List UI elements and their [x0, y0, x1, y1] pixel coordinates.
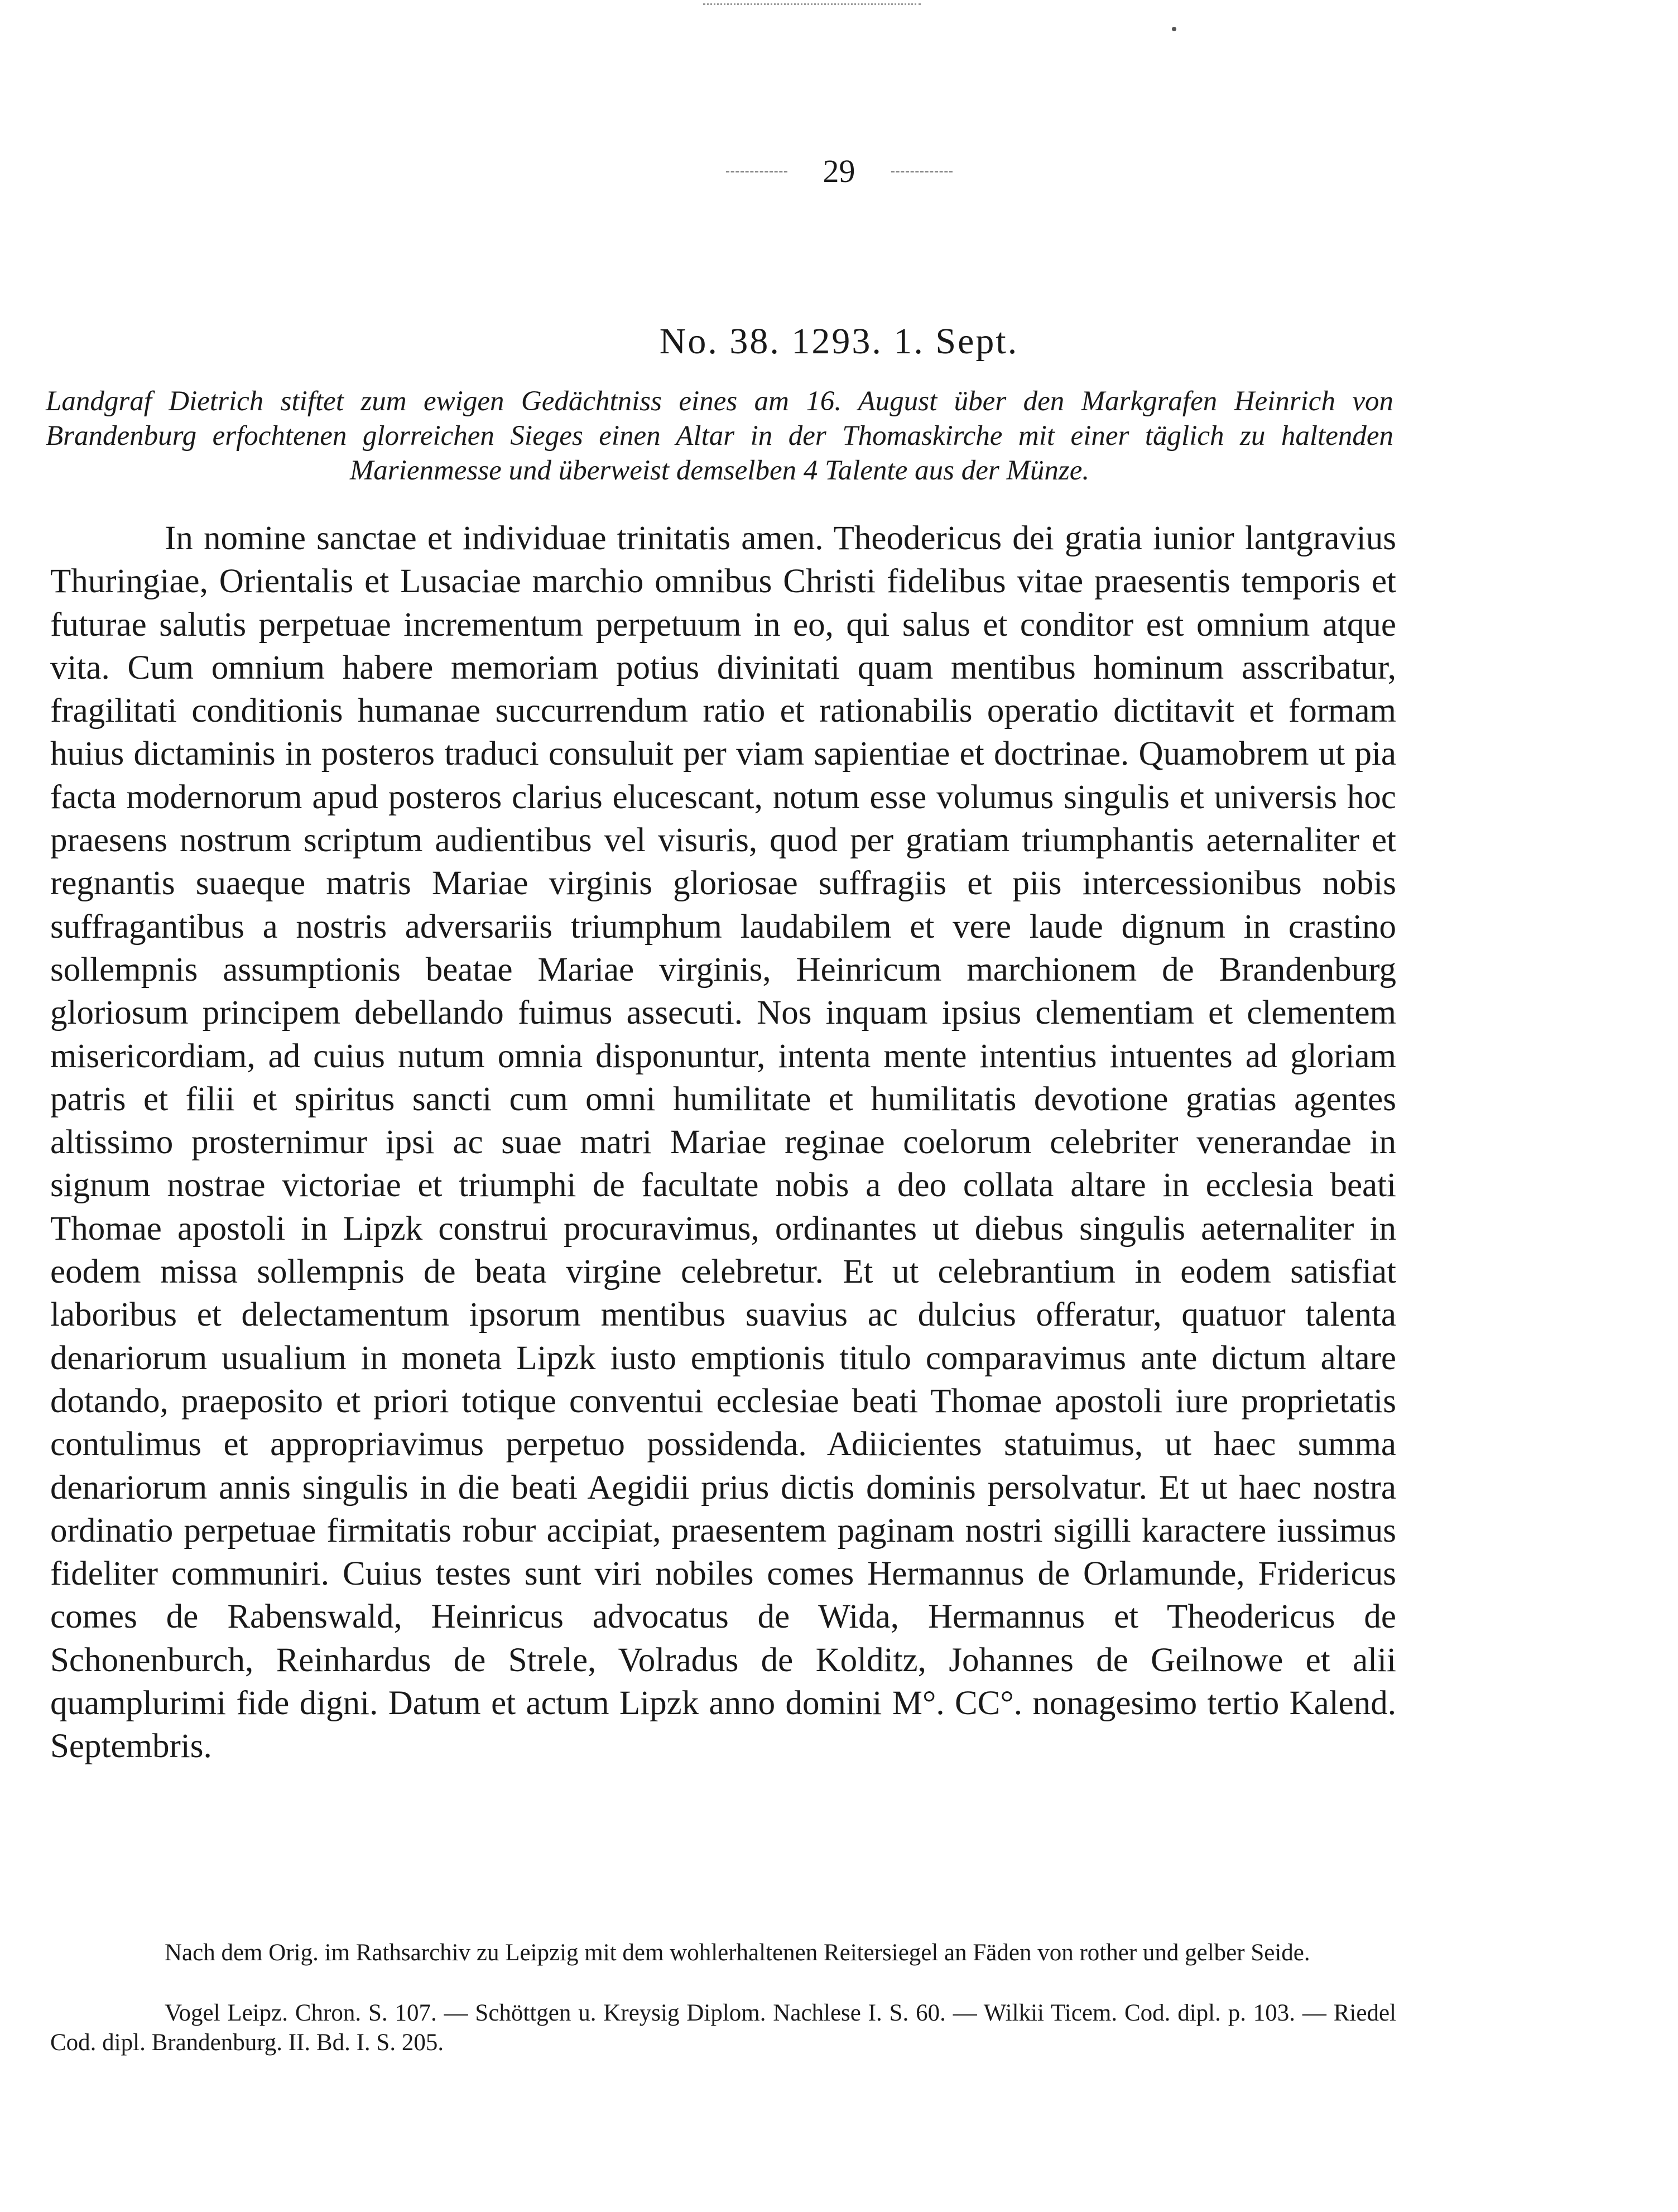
source-note: Nach dem Orig. im Rathsarchiv zu Leipzig mit dem wohlerhaltenen Reitersiegel an Fäden von rother und gelber Seide.: [165, 1940, 1310, 1966]
running-head: [0, 155, 1678, 188]
literature-note: Vogel Leipz. Chron. S. 107. — Schöttgen u. Kreysig Diplom. Nachlese I. S. 60. — Wilkii Ticem. Cod. dipl. p. 103. — Riedel Cod. dipl. Brandenburg. II. Bd. I. S. 205.: [50, 2000, 1396, 2056]
left-dash-rule: [726, 171, 787, 172]
document-heading: No. 38. 1293. 1. Sept.: [659, 321, 1019, 362]
regest-summary: Landgraf Dietrich stiftet zum ewigen Gedächtniss eines am 16. August über den Markgrafen Heinrich von Brandenburg erfochtenen glorreichen Sieges einen Altar in der Thomaskirche mit einer täglich zu haltenden Marienmesse und überweist demselben 4 Talente aus der Münze.: [46, 386, 1393, 486]
charter-text: In nomine sanctae et individuae trinitatis amen. Theodericus dei gratia iunior lantgravius Thuringiae, Orientalis et Lusaciae marchio omnibus Christi fidelibus vitae praesentis temporis et futurae salutis perpetuae incrementum perpetuum in eo, qui salus et conditor est omnium atque vita. Cum omnium habere memoriam potius divinitati quam mentibus hominum asscribatur, fragilitati conditionis humanae succurrendum ratio et rationabilis operatio dictitavit et formam huius dictaminis in posteros traduci consuluit per viam sapientiae et doctrinae. Quamobrem ut pia facta modernorum apud posteros clarius elucescant, notum esse volumus singulis et universis hoc praesens nostrum scriptum audientibus vel visuris, quod per gratiam triumphantis aeternaliter et regnantis suaeque matris Mariae virginis gloriosae suffragiis et piis intercessionibus nobis suffragantibus a nostris adversariis triumphum laudabilem et vere laude dignum in crastino sollempnis assumptionis beatae Mariae virginis, Heinricum marchionem de Brandenburg gloriosum principem debellando fuimus assecuti. Nos inquam ipsius clementiam et clementem misericordiam, ad cuius nutum omnia disponuntur, intenta mente intentius intuentes ad gloriam patris et filii et spiritus sancti cum omni humilitate et humilitatis devotione gratias agentes altissimo prosternimur ipsi ac suae matri Mariae reginae coelorum celebriter venerandae in signum nostrae victoriae et triumphi de facultate nobis a deo collata altare in ecclesia beati Thomae apostoli in Lipzk construi procuravimus, ordinantes ut diebus singulis aeternaliter in eodem missa sollempnis de beata virgine celebretur. Et ut celebrantium in eodem satisfiat laboribus et delectamentum ipsorum mentibus suavius ac dulcius offeratur, quatuor talenta denariorum usualium in moneta Lipzk iusto emptionis titulo comparavimus ante dictum altare dotando, praeposito et priori totique conventui ecclesiae beati Thomae apostoli iure proprietatis contulimus et appropriavimus perpetuo possidenda. Adiicientes statuimus, ut haec summa denariorum annis singulis in die beati Aegidii prius dictis dominis persolvatur. Et ut haec nostra ordinatio perpetuae firmitatis robur accipiat, praesentem paginam nostri sigilli karactere iussimus fideliter communiri. Cuius testes sunt viri nobiles comes Hermannus de Orlamunde, Fridericus comes de Rabenswald, Heinricus advocatus de Wida, Hermannus et Theodericus de Schonenburch, Reinhardus de Strele, Volradus de Kolditz, Johannes de Geilnowe et alii quamplurimi fide digni. Datum et actum Lipzk anno domini M°. CC°. nonagesimo tertio Kalend. Septembris.: [50, 520, 1396, 1765]
right-dash-rule: [891, 171, 953, 172]
page-number: 29: [823, 153, 855, 189]
scan-speck: [1172, 27, 1176, 31]
top-edge-rule: [703, 3, 921, 5]
